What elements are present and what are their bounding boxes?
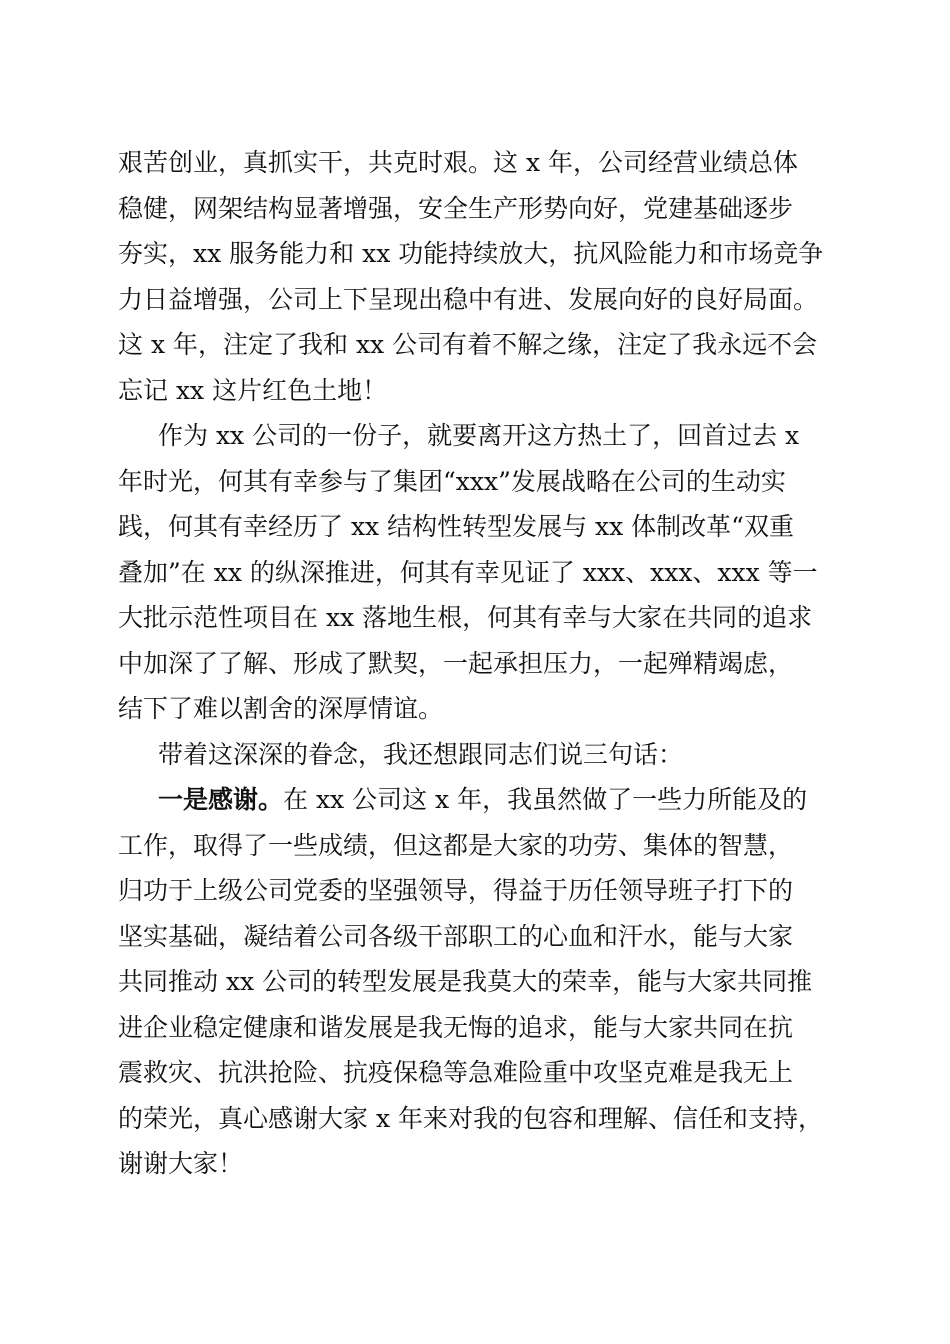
text-line: 的荣光，真心感谢大家 x 年来对我的包容和理解、信任和支持， — [118, 1103, 823, 1133]
text-line: 归功于上级公司党委的坚强领导，得益于历任领导班子打下的 — [118, 876, 794, 905]
paragraph-2 — [118, 413, 838, 732]
text-line — [118, 777, 838, 823]
paragraph-4 — [118, 777, 838, 1187]
text-line: 中加深了了解、形成了默契，一起承担压力，一起殚精竭虑， — [118, 648, 794, 678]
text-line: 践，何其有幸经历了 xx 结构性转型发展与 xx 体制改革“双重 — [118, 512, 794, 541]
text-line: 艰苦创业，真抓实干，共克时艰。这 x 年，公司经营业绩总体 — [118, 148, 798, 177]
text-line: 坚实基础，凝结着公司各级干部职工的心血和汗水，能与大家 — [118, 921, 794, 951]
text-line: 震救灾、抗洪抢险、抗疫保稳等急难险重中攻坚克难是我无上 — [118, 1058, 794, 1087]
text-line: 结下了难以割舍的深厚情谊。 — [118, 694, 444, 723]
section-lead: 一是感谢。 — [158, 785, 284, 814]
text-line: 这 x 年，注定了我和 xx 公司有着不解之缘，注定了我永远不会 — [118, 330, 818, 359]
text-line: 带着这深深的眷念，我还想跟同志们说三句话： — [158, 739, 684, 769]
document-body — [118, 140, 838, 1187]
text-span: 在 xx 公司这 x 年，我虽然做了一些力所能及的 — [283, 785, 808, 814]
text-line: 忘记 xx 这片红色土地！ — [118, 375, 388, 405]
text-line: 年时光，何其有幸参与了集团“xxx”发展战略在公司的生动实 — [118, 466, 786, 496]
text-line: 共同推动 xx 公司的转型发展是我莫大的荣幸，能与大家共同推 — [118, 967, 813, 996]
text-line: 作为 xx 公司的一份子，就要离开这方热土了，回首过去 x — [158, 421, 800, 450]
paragraph-3 — [118, 732, 838, 778]
text-line: 夯实，xx 服务能力和 xx 功能持续放大，抗风险能力和市场竞争 — [118, 239, 824, 268]
text-line: 谢谢大家！ — [118, 1149, 244, 1178]
text-line: 力日益增强，公司上下呈现出稳中有进、发展向好的良好局面。 — [118, 284, 819, 314]
text-line: 大批示范性项目在 xx 落地生根，何其有幸与大家在共同的追求 — [118, 603, 813, 632]
text-line: 进企业稳定健康和谐发展是我无悔的追求，能与大家共同在抗 — [118, 1012, 794, 1042]
text-line: 稳健，网架结构显著增强，安全生产形势向好，党建基础逐步 — [118, 193, 794, 223]
text-line: 叠加”在 xx 的纵深推进，何其有幸见证了 xxx、xxx、xxx 等一 — [118, 557, 818, 587]
text-line: 工作，取得了一些成绩，但这都是大家的功劳、集体的智慧， — [118, 830, 794, 860]
paragraph-1 — [118, 140, 838, 413]
